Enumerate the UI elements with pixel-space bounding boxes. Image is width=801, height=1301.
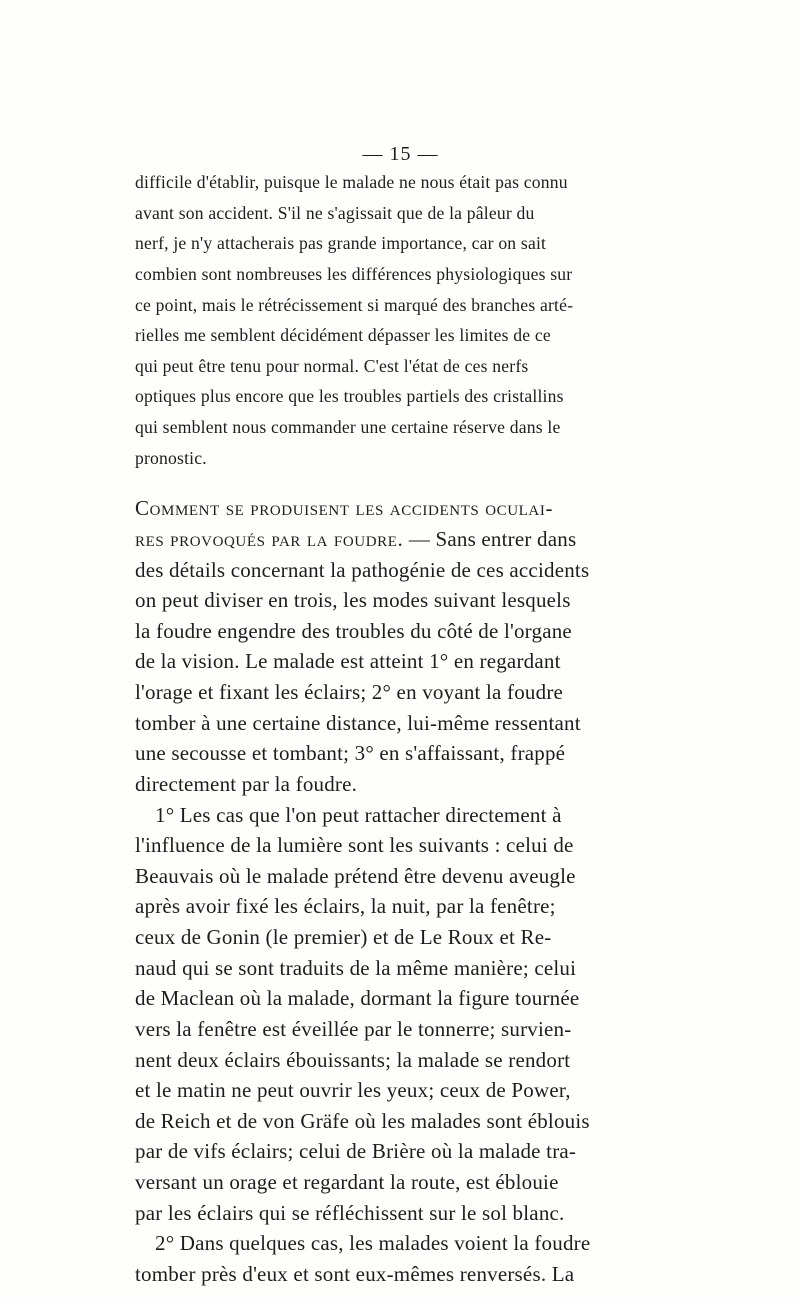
text-line: versant un orage et regardant la route, est éblouie <box>135 1170 559 1194</box>
text-line: optiques plus encore que les troubles partiels des cristallins <box>135 386 564 406</box>
text-line: difficile d'établir, puisque le malade ne nous était pas connu <box>135 172 568 192</box>
text-line: des détails concernant la pathogénie de ces accidents <box>135 558 590 582</box>
text-line: une secousse et tombant; 3° en s'affaissant, frappé <box>135 741 566 765</box>
text-line: avant son accident. S'il ne s'agissait que de la pâleur du <box>135 203 535 223</box>
text-line: combien sont nombreuses les différences physiologiques sur <box>135 264 573 284</box>
text-line: on peut diviser en trois, les modes suivant lesquels <box>135 588 571 612</box>
text-line: l'influence de la lumière sont les suivants : celui de <box>135 833 574 857</box>
section-heading <box>135 496 680 521</box>
section-heading-line2: res provoqués par la foudre. <box>135 527 404 551</box>
text-line: nerf, je n'y attacherais pas grande importance, car on sait <box>135 233 547 253</box>
text-line: et le matin ne peut ouvrir les yeux; ceux de Power, <box>135 1078 571 1102</box>
text-line: rielles me semblent décidément dépasser les limites de ce <box>135 325 551 345</box>
text-line: naud qui se sont traduits de la même manière; celui <box>135 956 577 980</box>
text-line: par de vifs éclairs; celui de Brière où la malade tra- <box>135 1139 577 1163</box>
text-line: tomber près d'eux et sont eux-mêmes renversés. La <box>135 1262 575 1286</box>
section-heading-line1: Comment se produisent les accidents oculai- <box>135 496 554 520</box>
text-line: de Reich et de von Gräfe où les malades sont éblouis <box>135 1109 590 1133</box>
text-line: de la vision. Le malade est atteint 1° en regardant <box>135 649 561 673</box>
text-line: qui semblent nous commander une certaine réserve dans le <box>135 417 561 437</box>
text-line: l'orage et fixant les éclairs; 2° en voyant la foudre <box>135 680 564 704</box>
text-line: Beauvais où le malade prétend être devenu aveugle <box>135 864 576 888</box>
text-line: 2° Dans quelques cas, les malades voient la foudre <box>155 1231 591 1255</box>
section-heading-continuation <box>135 527 680 552</box>
text-line: nent deux éclairs ébouissants; la malade se rendort <box>135 1048 571 1072</box>
heading-trailing-text: — Sans entrer dans <box>403 527 577 551</box>
text-line: tomber à une certaine distance, lui-même ressentant <box>135 711 581 735</box>
text-line: de Maclean où la malade, dormant la figure tournée <box>135 986 580 1010</box>
text-line: pronostic. <box>135 448 207 468</box>
text-line: ceux de Gonin (le premier) et de Le Roux et Re- <box>135 925 552 949</box>
text-line: 1° Les cas que l'on peut rattacher directement à <box>155 803 562 827</box>
text-line: qui peut être tenu pour normal. C'est l'état de ces nerfs <box>135 356 529 376</box>
text-line: par les éclairs qui se réfléchissent sur le sol blanc. <box>135 1201 565 1225</box>
text-line: vers la fenêtre est éveillée par le tonnerre; survien- <box>135 1017 572 1041</box>
text-line: la foudre engendre des troubles du côté de l'organe <box>135 619 572 643</box>
page-number: — 15 — <box>362 143 439 165</box>
text-line: après avoir fixé les éclairs, la nuit, par la fenêtre; <box>135 894 556 918</box>
text-line: ce point, mais le rétrécissement si marqué des branches arté- <box>135 295 574 315</box>
text-line: directement par la foudre. <box>135 772 358 796</box>
